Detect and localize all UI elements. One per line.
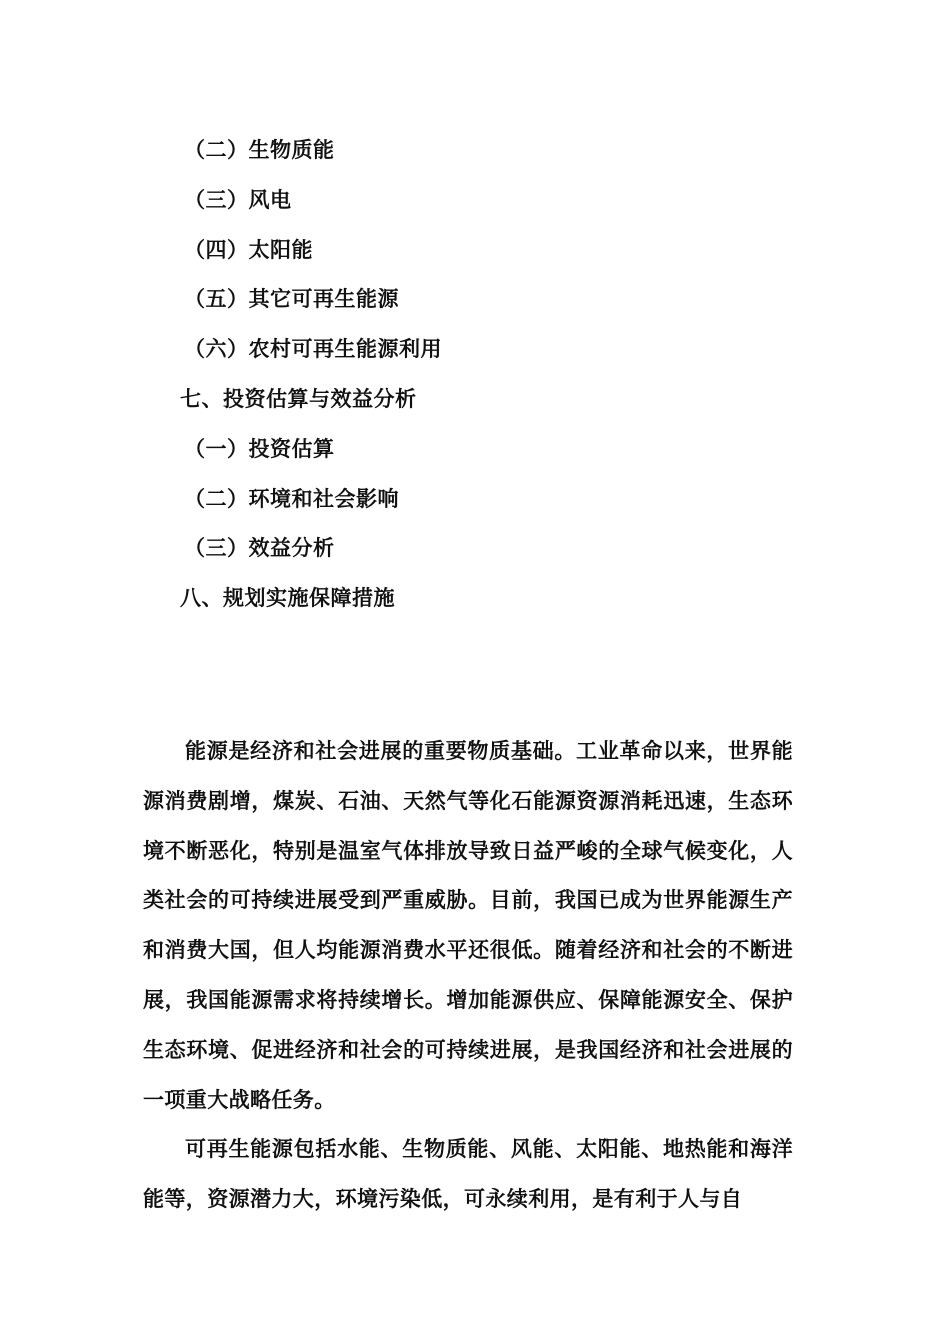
body-text xyxy=(143,726,793,1224)
toc-item: （四）太阳能 xyxy=(184,236,313,262)
table-of-contents xyxy=(180,130,820,628)
toc-item: （三）效益分析 xyxy=(184,535,335,561)
toc-item: （三）风电 xyxy=(184,186,292,212)
toc-item: （五）其它可再生能源 xyxy=(184,286,399,312)
toc-chapter: 八、规划实施保障措施 xyxy=(180,585,395,611)
toc-item: （二）环境和社会影响 xyxy=(184,485,399,511)
toc-chapter: 七、投资估算与效益分析 xyxy=(180,385,417,411)
body-paragraph: 可再生能源包括水能、生物质能、风能、太阳能、地热能和海洋能等，资源潜力大，环境污染低，可永续利用，是有利于人与自 xyxy=(143,1136,793,1212)
body-paragraph: 能源是经济和社会进展的重要物质基础。工业革命以来，世界能源消费剧增，煤炭、石油、天然气等化石能源资源消耗迅速，生态环境不断恶化，特别是温室气体排放导致日益严峻的全球气候变化，人类社会的可持续进展受到严重威胁。目前，我国已成为世界能源生产和消费大国，但人均能源消费水平还很低。随着经济和社会的不断进展，我国能源需求将持续增长。增加能源供应、保障能源安全、保护生态环境、促进经济和社会的可持续进展，是我国经济和社会进展的一项重大战略任务。 xyxy=(143,738,793,1112)
toc-item: （一）投资估算 xyxy=(184,435,335,461)
toc-item: （六）农村可再生能源利用 xyxy=(184,336,442,362)
toc-item: （二）生物质能 xyxy=(184,137,335,162)
